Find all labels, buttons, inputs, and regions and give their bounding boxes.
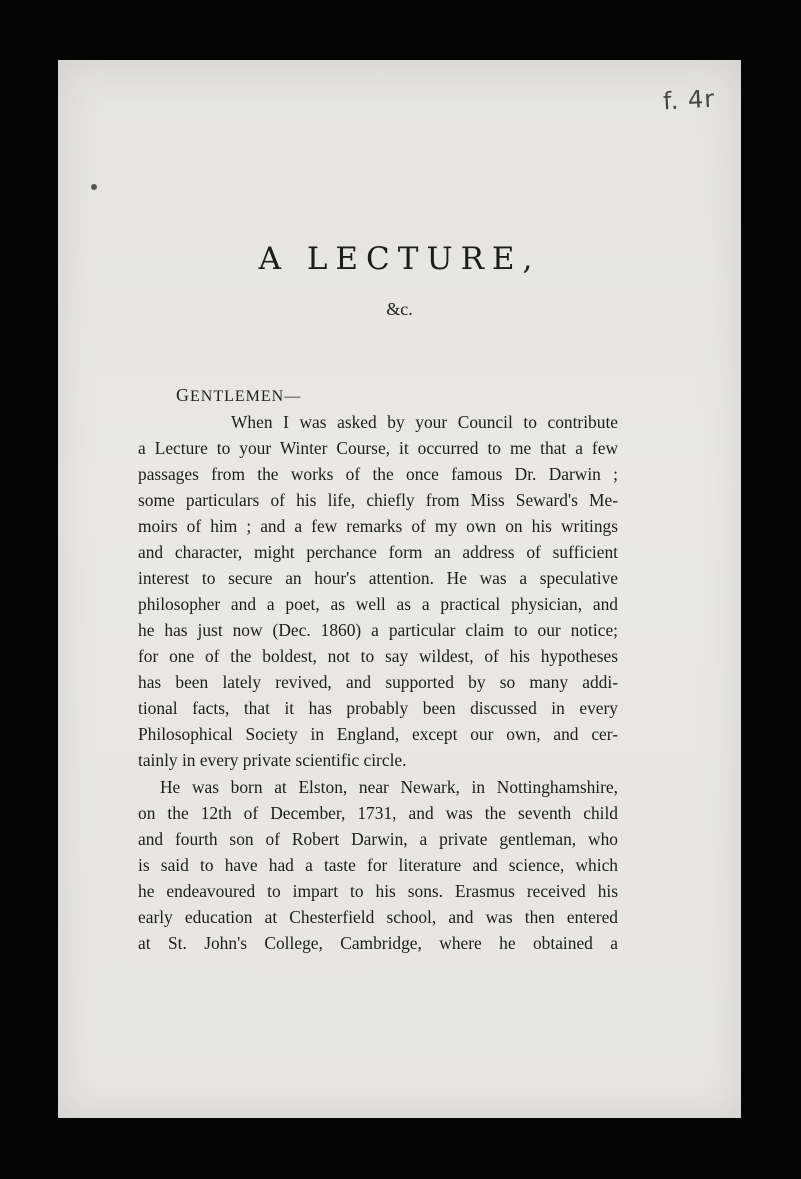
text-line: philosopher and a poet, as well as a practical physician, and bbox=[138, 594, 618, 614]
text-line: interest to secure an hour's attention. He was a speculative bbox=[138, 568, 618, 588]
salutation bbox=[176, 385, 301, 406]
text-line: tainly in every private scientific circle. bbox=[138, 750, 407, 770]
text-line: When I was asked by your Council to contribute bbox=[231, 412, 618, 432]
text-line: He was born at Elston, near Newark, in Nottinghamshire, bbox=[160, 777, 618, 797]
text-line: at St. John's College, Cambridge, where he obtained a bbox=[138, 933, 618, 953]
paragraph-2 bbox=[138, 774, 618, 956]
text-line: a Lecture to your Winter Course, it occurred to me that a few bbox=[138, 438, 618, 458]
text-line: tional facts, that it has probably been discussed in every bbox=[138, 698, 618, 718]
folio-mark: f. 4r bbox=[662, 84, 716, 116]
text-line: and character, might perchance form an address of sufficient bbox=[138, 542, 618, 562]
text-line: for one of the boldest, not to say wildest, of his hypotheses bbox=[138, 646, 618, 666]
text-line: he has just now (Dec. 1860) a particular claim to our notice; bbox=[138, 620, 618, 640]
text-line: he endeavoured to impart to his sons. Erasmus received his bbox=[138, 881, 618, 901]
document-page bbox=[58, 60, 741, 1118]
page-title: A LECTURE, bbox=[258, 241, 541, 277]
text-line: moirs of him ; and a few remarks of my own on his writings bbox=[138, 516, 618, 536]
ink-speck bbox=[91, 184, 97, 190]
text-line: on the 12th of December, 1731, and was the seventh child bbox=[138, 803, 618, 823]
text-line: passages from the works of the once famous Dr. Darwin ; bbox=[138, 464, 618, 484]
text-line: and fourth son of Robert Darwin, a private gentleman, who bbox=[138, 829, 618, 849]
text-line: some particulars of his life, chiefly from Miss Seward's Me- bbox=[138, 490, 618, 510]
paragraph-1 bbox=[138, 409, 618, 773]
text-line: early education at Chesterfield school, and was then entered bbox=[138, 907, 618, 927]
text-line: has been lately revived, and supported by so many addi- bbox=[138, 672, 618, 692]
text-line: Philosophical Society in England, except our own, and cer- bbox=[138, 724, 618, 744]
salutation-initial: G bbox=[176, 385, 190, 405]
page-subtitle: &c. bbox=[386, 299, 413, 319]
text-line: is said to have had a taste for literature and science, which bbox=[138, 855, 618, 875]
salutation-rest: ENTLEMEN— bbox=[190, 388, 302, 405]
